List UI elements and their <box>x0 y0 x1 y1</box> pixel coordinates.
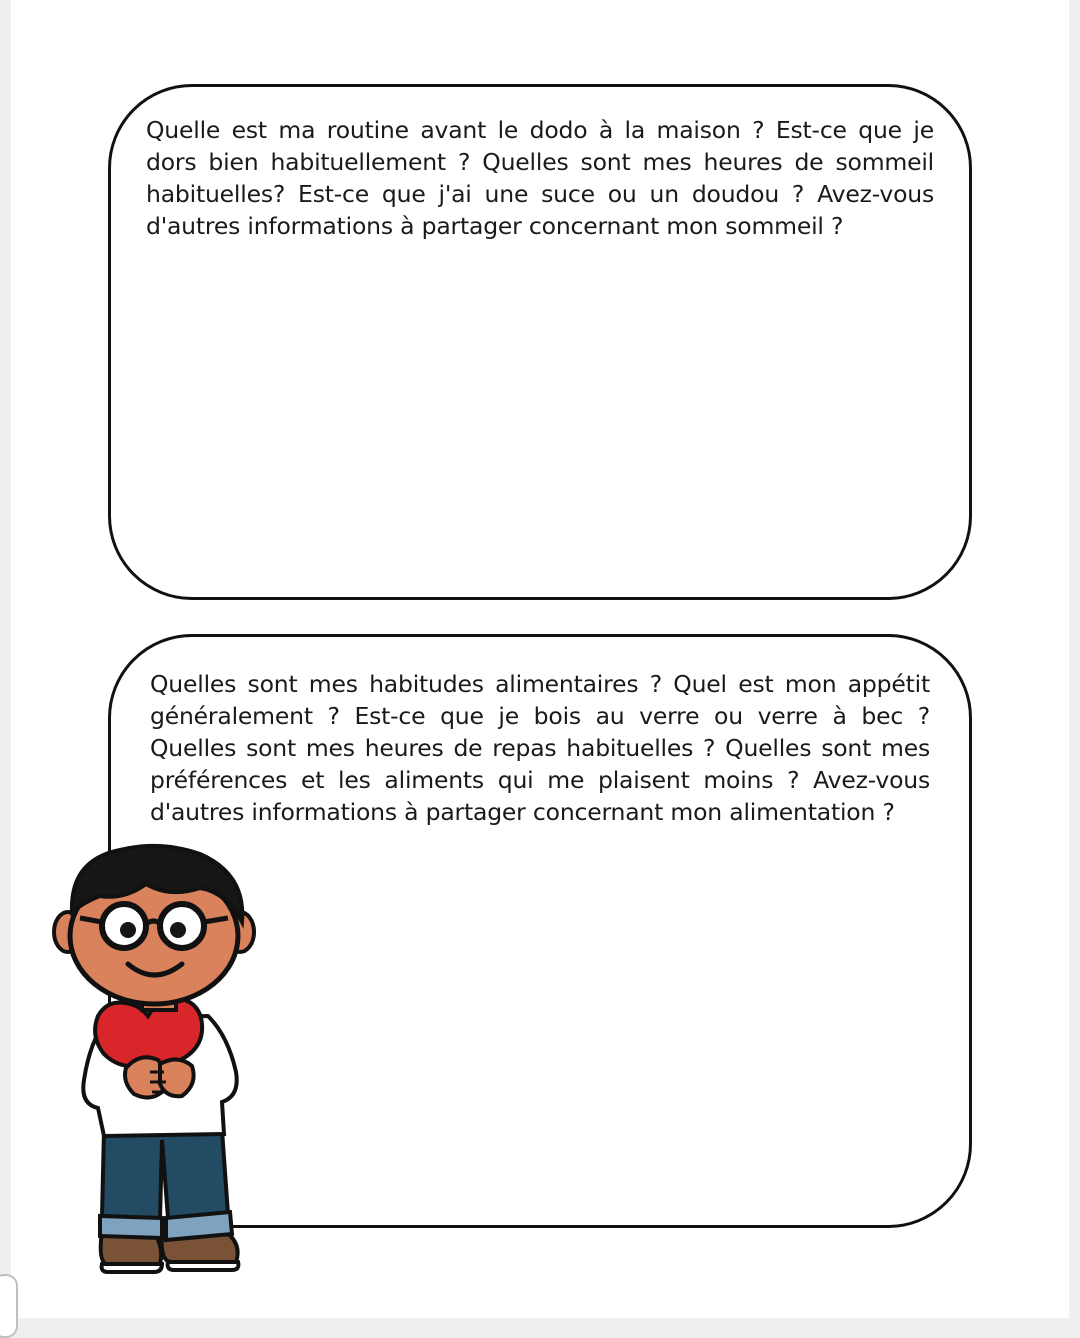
page-edge <box>0 1274 18 1338</box>
sleep-question: Quelle est ma routine avant le dodo à la maison ? Est-ce que je dors bien habituellement ? Quelles sont mes heures de sommeil habituelles? Est-ce que j'ai une suce ou un doudou ? Avez-vous d'autres informations à partager concernant mon sommeil ? <box>146 116 934 240</box>
hands-icon <box>125 1057 194 1097</box>
pants-icon <box>100 1130 232 1240</box>
boy-holding-heart-icon <box>50 840 260 1280</box>
food-question: Quelles sont mes habitudes alimentaires ? Quel est mon appétit généralement ? Est-ce que je bois au verre ou verre à bec ? Quelles sont mes heures de repas habituelles ? Quelles sont mes préférences et les aliments qui me plaisent moins ? Avez-vous d'autres informations à partager concernant mon alimentation ? <box>150 670 930 826</box>
head-icon <box>54 846 254 1004</box>
